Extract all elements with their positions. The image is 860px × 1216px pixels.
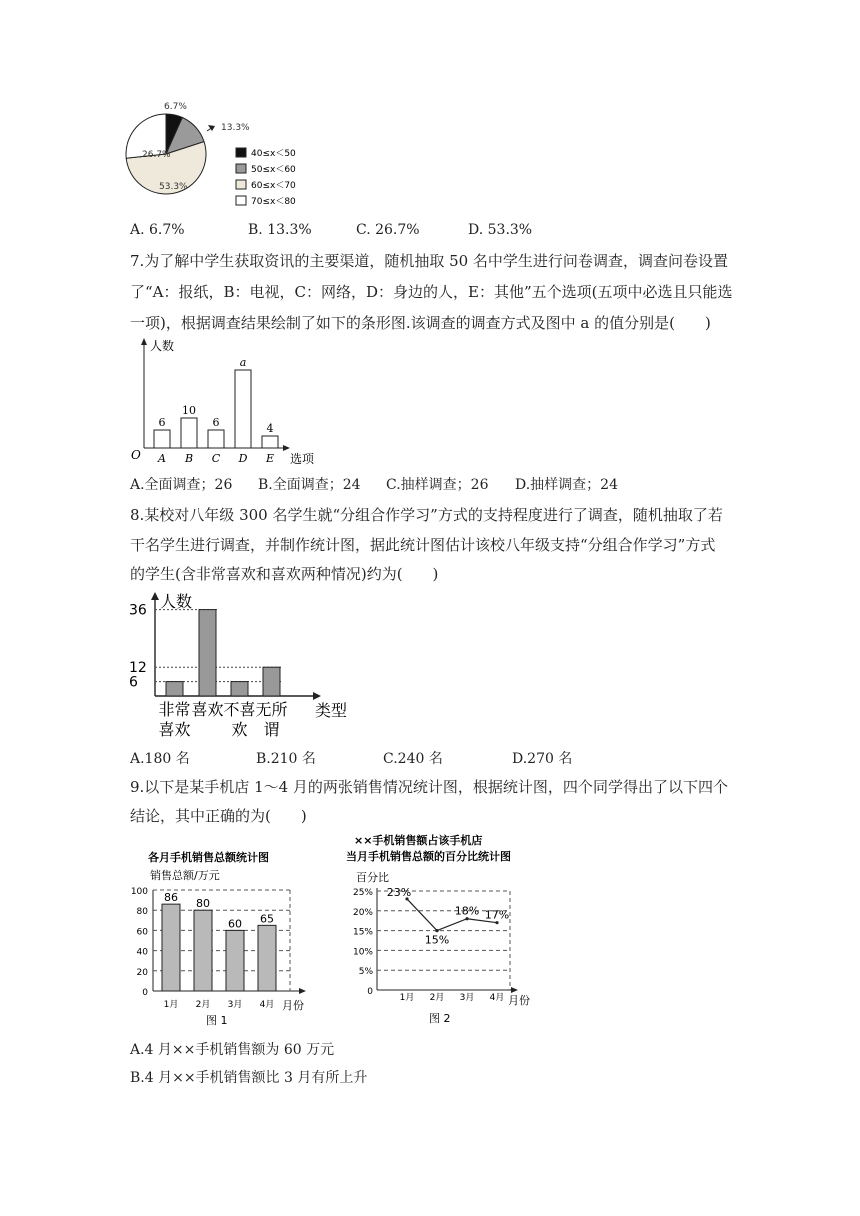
q7-bar-value-label: a	[239, 356, 247, 369]
fig1-category-label: 2月	[195, 1000, 211, 1010]
fig1-y-tick-label: 60	[136, 927, 148, 938]
pie-legend	[236, 148, 296, 207]
q7-bar-chart	[128, 336, 318, 470]
fig1-y-tick-label: 40	[136, 947, 148, 958]
fig1-y-tick-label: 20	[136, 967, 148, 978]
fig2-point-label: 17%	[484, 908, 510, 922]
q7-bar-value-label: 6	[158, 416, 166, 429]
fig2-point-label: 15%	[424, 933, 450, 947]
q8-bar-1	[166, 682, 183, 696]
q8-category-label-line2: 欢	[231, 720, 248, 739]
fig1-category-label: 1月	[163, 1000, 179, 1010]
fig1-caption: 图 1	[206, 1014, 228, 1027]
q9-text-line-1: 9.以下是某手机店 1～4 月的两张销售情况统计图，根据统计图，四个同学得出了以下四个	[130, 778, 728, 796]
q8-text-line-1: 8.某校对八年级 300 名学生就“分组合作学习”方式的支持程度进行了调查，随机抽取了若	[130, 506, 723, 524]
fig1-bar-value-label: 65	[260, 912, 274, 926]
q9-text-line-2: 结论，其中正确的为( )	[130, 807, 307, 825]
legend-swatch-4	[236, 196, 246, 205]
q7-category-label: E	[265, 452, 275, 465]
fig1-x-axis-label: 月份	[282, 999, 304, 1012]
fig1-bar-4	[258, 925, 276, 991]
fig2-category-label: 1月	[399, 993, 415, 1003]
q7-option-a: A.全面调查；26	[130, 477, 233, 493]
q8-y-tick-label: 36	[129, 602, 147, 619]
fig2-point-label: 23%	[386, 885, 412, 899]
fig2-category-label: 3月	[459, 993, 475, 1003]
q7-bar-value-label: 4	[266, 422, 274, 435]
fig2-point-label: 18%	[454, 904, 480, 918]
fig1-category-label: 3月	[227, 1000, 243, 1010]
fig1-bar-2	[194, 910, 212, 991]
q8-bar-3	[231, 682, 248, 696]
fig1-title: 各月手机销售总额统计图	[148, 851, 269, 864]
q8-category-label-line1: 非常	[158, 700, 191, 719]
fig1-bar-1	[162, 904, 180, 991]
q7-text-line-3: 一项)，根据调查结果绘制了如下的条形图.该调查的调查方式及图中 a 的值分别是( )	[130, 314, 711, 332]
q7-bar-value-label: 10	[182, 404, 196, 417]
q9-option-a: A.4 月××手机销售额为 60 万元	[130, 1042, 335, 1058]
q8-category-label-line1: 不喜	[223, 700, 256, 719]
fig2-y-axis-label: 百分比	[356, 871, 389, 884]
q8-category-label-line2: 喜欢	[158, 720, 191, 739]
q8-text-line-3: 的学生(含非常喜欢和喜欢两种情况)约为( )	[130, 565, 439, 583]
q7-bar-D	[235, 370, 251, 448]
q8-text-line-2: 干名学生进行调查，并制作统计图，据此统计图估计该校八年级支持“分组合作学习”方式	[130, 536, 716, 554]
q8-option-b: B.210 名	[256, 751, 316, 767]
fig1-y-axis-label: 销售总额/万元	[150, 869, 220, 882]
pie-label-2: 13.3%	[221, 123, 250, 133]
pie-label-3: 26.7%	[142, 150, 171, 160]
fig1-bar-value-label: 86	[164, 891, 178, 905]
fig1-bar-value-label: 60	[228, 917, 242, 931]
fig2-y-tick-label: 20%	[352, 907, 373, 918]
q8-bar-4	[263, 667, 280, 696]
q8-option-a: A.180 名	[130, 751, 190, 767]
q8-bar-2	[199, 610, 216, 696]
q8-category-label-line1: 无所	[255, 700, 288, 719]
fig2-category-label: 2月	[429, 993, 445, 1003]
fig2-point-2	[435, 929, 438, 932]
fig2-series-line	[407, 899, 497, 931]
q7-bar-value-label: 6	[212, 416, 220, 429]
q6-option-b: B. 13.3%	[248, 222, 312, 238]
q7-text-line-2: 了“A：报纸，B：电视，C：网络，D：身边的人，E：其他”五个选项(五项中必选且只能选	[130, 283, 733, 301]
fig2-y-tick-label: 25%	[352, 888, 373, 898]
q8-y-axis-label: 人数	[160, 592, 193, 611]
fig1-category-label: 4月	[259, 1000, 275, 1010]
legend-swatch-3	[236, 180, 246, 189]
q7-option-c: C.抽样调查；26	[386, 477, 489, 493]
q7-category-label: C	[211, 452, 221, 465]
q9-figure-2-line-chart	[340, 830, 550, 1030]
q7-text-line-1: 7.为了解中学生获取资讯的主要渠道，随机抽取 50 名中学生进行问卷调查，调查问卷设置	[130, 252, 728, 270]
q8-x-axis-label: 类型	[315, 701, 348, 720]
fig2-title-line-1: ××手机销售额占该手机店	[354, 834, 483, 847]
q7-bar-A	[154, 430, 170, 448]
q8-bar-chart	[125, 588, 355, 740]
q6-option-c: C. 26.7%	[356, 222, 420, 238]
fig1-y-tick-label: 80	[136, 907, 148, 918]
legend-label-1: 40≤x＜50	[251, 149, 296, 159]
fig2-y-tick-label: 5%	[358, 967, 373, 978]
fig2-y-tick-label: 10%	[352, 947, 373, 958]
q8-y-tick-label: 12	[129, 660, 147, 677]
legend-label-3: 60≤x＜70	[251, 181, 296, 191]
fig2-category-label: 4月	[489, 993, 505, 1003]
fig2-title-line-2: 当月手机销售总额的百分比统计图	[346, 850, 511, 863]
q7-option-b: B.全面调查；24	[258, 477, 361, 493]
q9-figure-1-bar-chart	[128, 846, 328, 1030]
q7-bar-E	[262, 436, 278, 448]
q7-category-label: D	[238, 452, 248, 465]
q7-bar-C	[208, 430, 224, 448]
pie-label-4: 53.3%	[159, 182, 188, 192]
q8-y-tick-label: 6	[129, 674, 138, 691]
q7-origin-label: O	[131, 448, 141, 462]
q9-option-b: B.4 月××手机销售额比 3 月有所上升	[130, 1070, 368, 1086]
q7-category-label: A	[158, 452, 166, 465]
q8-category-label-line1: 喜欢	[191, 700, 224, 719]
legend-swatch-1	[236, 148, 246, 157]
pie-label-1: 6.7%	[164, 102, 187, 112]
q7-x-axis-label: 选项	[290, 452, 315, 466]
q6-option-d: D. 53.3%	[468, 222, 533, 238]
q7-bar-B	[181, 418, 197, 448]
fig1-y-tick-label: 100	[130, 887, 148, 897]
q7-option-d: D.抽样调查；24	[515, 477, 618, 493]
pie-chart-figure	[118, 96, 318, 216]
q7-y-axis-label: 人数	[150, 339, 175, 353]
legend-label-2: 50≤x＜60	[251, 165, 296, 175]
fig2-y-tick-label: 0	[367, 987, 373, 997]
legend-label-4: 70≤x＜80	[251, 197, 296, 207]
fig2-y-tick-label: 15%	[352, 927, 373, 938]
fig2-x-axis-label: 月份	[508, 994, 530, 1007]
q8-option-c: C.240 名	[383, 751, 443, 767]
fig1-y-tick-label: 0	[142, 988, 148, 998]
q7-category-label: B	[184, 452, 194, 465]
fig1-bar-3	[226, 930, 244, 991]
legend-swatch-2	[236, 164, 246, 173]
fig2-caption: 图 2	[429, 1012, 451, 1025]
q8-category-label-line2: 谓	[263, 720, 280, 739]
fig1-bar-value-label: 80	[196, 897, 210, 911]
q6-option-a: A. 6.7%	[130, 222, 185, 238]
q8-option-d: D.270 名	[512, 751, 573, 767]
